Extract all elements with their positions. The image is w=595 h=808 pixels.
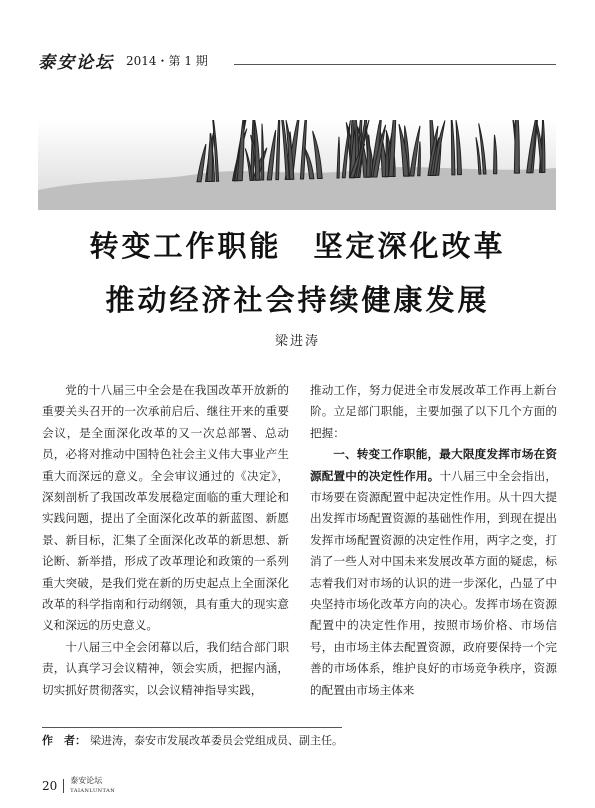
left-column: [42, 380, 289, 701]
right-column: [310, 380, 557, 701]
footer-brand-name: 泰安论坛: [70, 776, 103, 785]
grass-blade: [514, 120, 519, 173]
journal-name: 泰安论坛: [38, 53, 114, 73]
footer-brand-pinyin: TAIANLUNTAN: [70, 788, 116, 794]
footnote-label: 作 者：: [42, 734, 86, 747]
grass-banner-image: [38, 120, 556, 210]
footer-divider: [63, 779, 64, 793]
page-number: 20: [42, 779, 58, 793]
running-header: [38, 48, 556, 72]
footer-brand: [70, 776, 115, 796]
issue-number: 2014・第 1 期: [126, 54, 208, 68]
paragraph: 党的十八届三中全会是在我国改革开放新的重要关头召开的一次承前启后、继往开来的重要会议，是全面深化改革的又一次总部署、总动员，必将对推动中国特色社会主义伟大事业产生重大而深远的意义。全会审议通过的《决定》，深刻剖析了我国改革发展稳定面临的重大理论和实践问题，提出了全面深化改革的新蓝图、新愿景、新目标，汇集了全面深化改革的新思想、新论断、新举措，形成了改革理论和政策的一系列重大突破，是我们党在新的历史起点上全面深化改革的科学指南和行动纲领，具有重大的现实意义和深远的历史意义。: [42, 383, 289, 633]
footnote-text: 梁进涛，泰安市发展改革委员会党组成员、副主任。: [90, 734, 343, 747]
paragraph: 十八届三中全会闭幕以后，我们结合部门职责，认真学习会议精神，领会实质，把握内涵，切实抓好贯彻落实，以会议精神指导实践，: [42, 639, 289, 697]
author-name: 梁进涛: [274, 334, 320, 349]
footnote-rule: [42, 727, 342, 728]
article-title-line1: 转变工作职能 坚定深化改革: [89, 229, 506, 263]
section-text: 十八届三中全会指出，市场要在资源配置中起决定性作用。从十四大提出发挥市场配置资源的基础性作用，到现在提出发挥市场配置资源的决定性作用，两字之变，打消了一些人对中国未来发展改革方面的疑虑，标志着我们对市场的认识的进一步深化，凸显了中央坚持市场化改革方向的决心。发挥市场在资源配置中的决定性作用，按照市场价格、市场信号，由市场主体去配置资源，政府要保持一个完善的市场体系，维护良好的市场竞争秩序，资源的配置由市场主体来: [310, 468, 557, 697]
paragraph: 推动工作，努力促进全市发展改革工作再上新台阶。立足部门职能，主要加强了以下几个方面的把握：: [310, 383, 557, 440]
article-title-line2: 推动经济社会持续健康发展: [105, 283, 490, 317]
author-footnote: [42, 732, 343, 748]
page-footer: [42, 776, 115, 796]
section-paragraph: [310, 444, 557, 701]
section-heading: 一、转变工作职能，最大限度发挥市场在资源配置中的决定性作用。: [310, 447, 557, 483]
header-rule: [234, 64, 556, 65]
